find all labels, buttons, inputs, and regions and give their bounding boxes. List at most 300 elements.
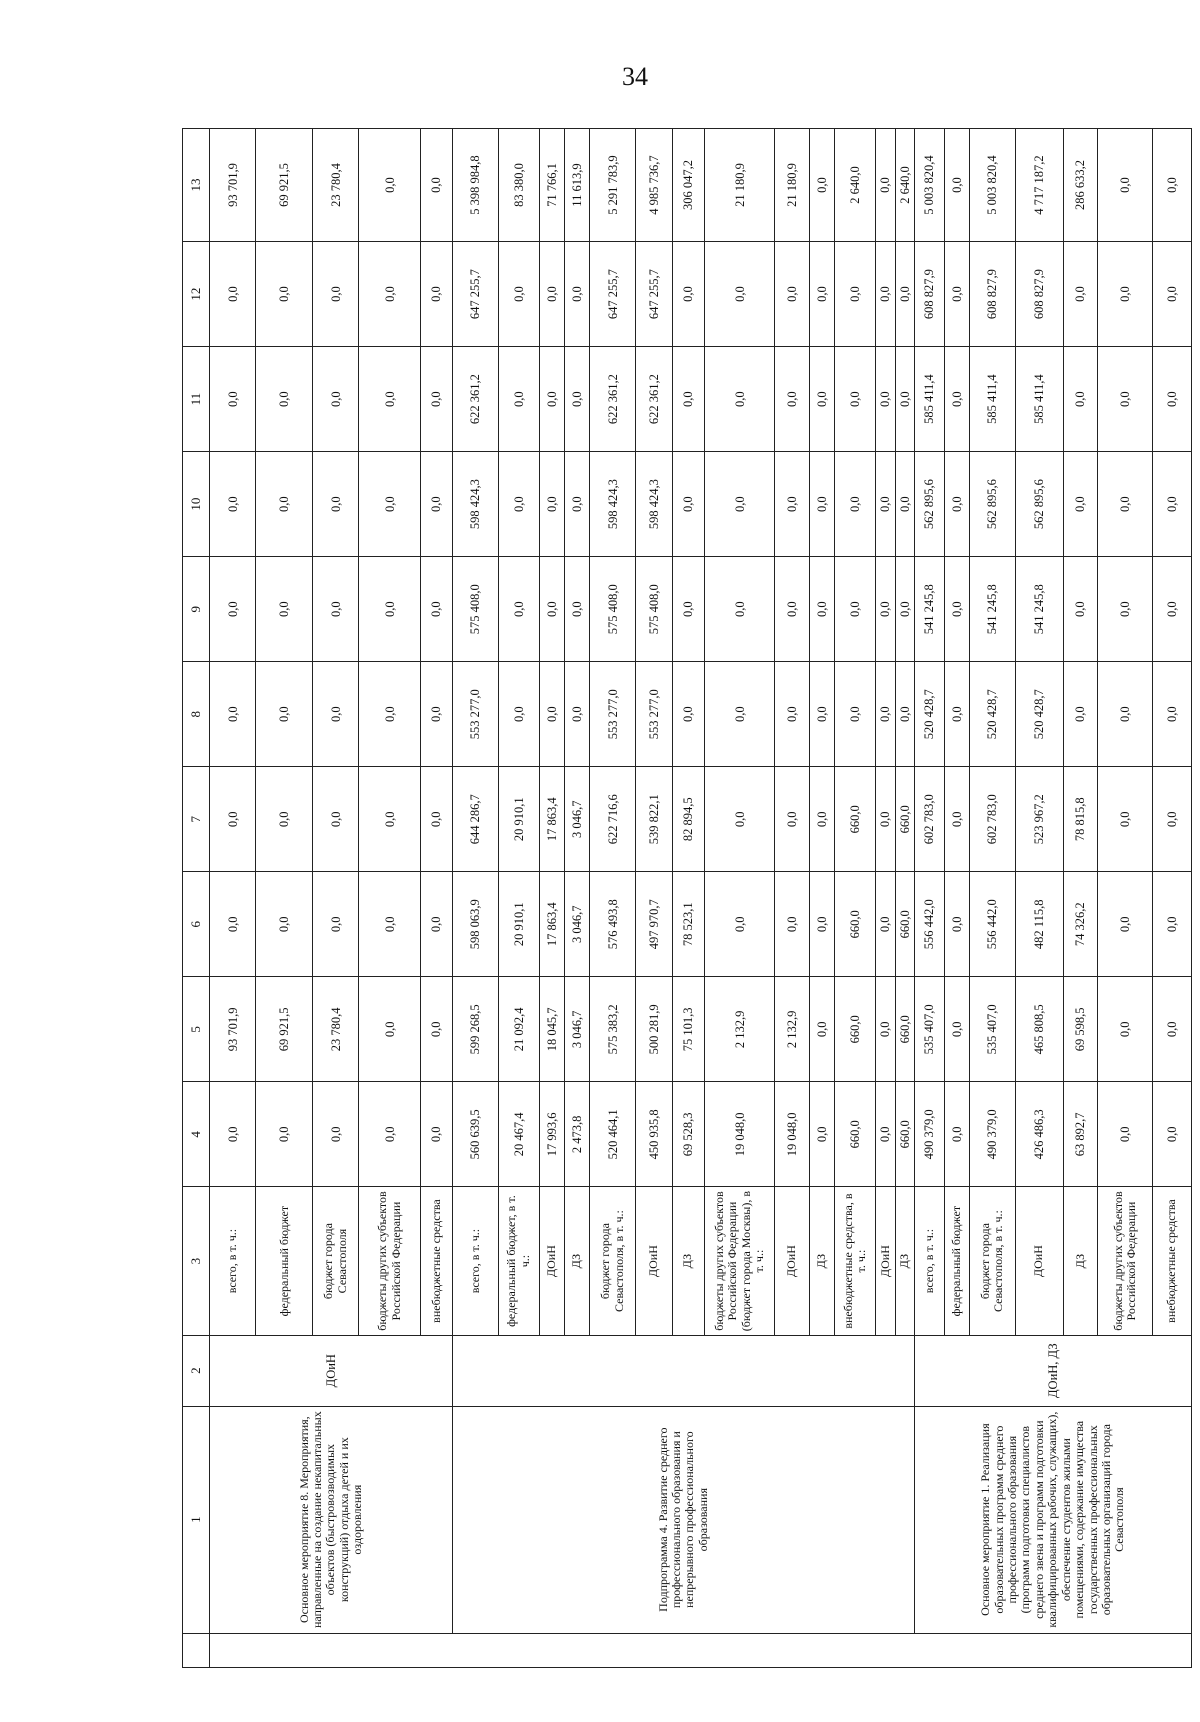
value-cell: 647 255,7 [590,242,636,347]
value-cell: 622 716,6 [590,767,636,872]
column-number: 13 [183,129,210,242]
value-cell: 0,0 [313,347,359,452]
value-cell: 585 411,4 [914,347,944,452]
value-cell: 0,0 [313,452,359,557]
value-cell: 602 783,0 [914,767,944,872]
value-cell: 520 428,7 [1015,662,1063,767]
value-cell: 0,0 [809,662,834,767]
value-cell: 21 092,4 [498,977,539,1082]
value-cell: 553 277,0 [452,662,498,767]
value-cell: 69 528,3 [672,1082,704,1187]
executor-cell: ДОиН [210,1335,452,1406]
funding-source: внебюджетные средства [1152,1187,1191,1335]
value-cell: 0,0 [498,557,539,662]
value-cell: 5 003 820,4 [969,129,1015,242]
value-cell: 0,0 [876,767,895,872]
value-cell: 465 808,5 [1015,977,1063,1082]
value-cell: 0,0 [1097,242,1152,347]
value-cell: 608 827,9 [1015,242,1063,347]
value-cell: 0,0 [313,662,359,767]
value-cell: 0,0 [672,242,704,347]
value-cell: 0,0 [944,767,969,872]
value-cell: 0,0 [775,662,809,767]
value-cell: 497 970,7 [635,872,672,977]
funding-source: ДОиН [1015,1187,1063,1335]
value-cell: 660,0 [895,977,914,1082]
value-cell: 0,0 [420,767,452,872]
value-cell: 0,0 [256,347,313,452]
value-cell: 0,0 [1063,662,1097,767]
value-cell: 562 895,6 [1015,452,1063,557]
value-cell: 622 361,2 [590,347,636,452]
value-cell: 0,0 [420,662,452,767]
value-cell: 0,0 [834,452,875,557]
value-cell: 69 598,5 [1063,977,1097,1082]
value-cell: 0,0 [565,557,590,662]
value-cell: 0,0 [944,129,969,242]
value-cell: 17 863,4 [539,872,564,977]
value-cell: 0,0 [256,242,313,347]
value-cell: 0,0 [256,662,313,767]
value-cell: 0,0 [809,557,834,662]
value-cell: 0,0 [539,557,564,662]
value-cell: 0,0 [1152,557,1191,662]
value-cell: 0,0 [704,242,775,347]
value-cell: 0,0 [876,129,895,242]
value-cell: 0,0 [210,662,256,767]
value-cell: 2 132,9 [775,977,809,1082]
value-cell: 0,0 [1152,347,1191,452]
value-cell: 2 640,0 [895,129,914,242]
rotated-table-area [182,128,1192,1668]
value-cell: 0,0 [210,347,256,452]
value-cell: 575 408,0 [452,557,498,662]
value-cell: 74 326,2 [1063,872,1097,977]
value-cell: 78 523,1 [672,872,704,977]
value-cell: 19 048,0 [704,1082,775,1187]
funding-source: ДОиН [539,1187,564,1335]
value-cell: 3 046,7 [565,872,590,977]
value-cell: 0,0 [359,872,421,977]
value-cell: 541 245,8 [969,557,1015,662]
value-cell: 23 780,4 [313,977,359,1082]
funding-source: ДОиН [775,1187,809,1335]
value-cell: 0,0 [1152,129,1191,242]
column-number: 10 [183,452,210,557]
value-cell: 93 701,9 [210,129,256,242]
value-cell: 622 361,2 [635,347,672,452]
funding-source: бюджеты других субъектов Российской Федерации [359,1187,421,1335]
value-cell: 2 640,0 [834,129,875,242]
value-cell: 3 046,7 [565,977,590,1082]
value-cell: 0,0 [895,452,914,557]
value-cell: 0,0 [775,347,809,452]
margin-cell [183,1633,210,1667]
value-cell: 539 822,1 [635,767,672,872]
value-cell: 0,0 [1152,977,1191,1082]
table-row [210,129,256,1668]
value-cell: 0,0 [1063,347,1097,452]
value-cell: 0,0 [944,872,969,977]
value-cell: 0,0 [1152,662,1191,767]
value-cell: 0,0 [359,977,421,1082]
value-cell: 0,0 [256,452,313,557]
value-cell: 0,0 [1063,557,1097,662]
value-cell: 0,0 [809,1082,834,1187]
value-cell: 490 379,0 [914,1082,944,1187]
value-cell: 0,0 [704,662,775,767]
value-cell: 82 894,5 [672,767,704,872]
value-cell: 0,0 [704,347,775,452]
funding-source: всего, в т. ч.: [210,1187,256,1335]
value-cell: 0,0 [876,347,895,452]
value-cell: 520 428,7 [914,662,944,767]
funding-source: ДЗ [1063,1187,1097,1335]
value-cell: 0,0 [1063,452,1097,557]
funding-source: бюджет города Севастополя [313,1187,359,1335]
value-cell: 0,0 [876,242,895,347]
value-cell: 0,0 [210,452,256,557]
column-number: 11 [183,347,210,452]
value-cell: 0,0 [775,767,809,872]
funding-source: федеральный бюджет [256,1187,313,1335]
value-cell: 0,0 [539,242,564,347]
value-cell: 75 101,3 [672,977,704,1082]
value-cell: 0,0 [210,872,256,977]
value-cell: 63 892,7 [1063,1082,1097,1187]
value-cell: 4 717 187,2 [1015,129,1063,242]
value-cell: 608 827,9 [969,242,1015,347]
value-cell: 576 493,8 [590,872,636,977]
value-cell: 20 910,1 [498,872,539,977]
value-cell: 575 383,2 [590,977,636,1082]
value-cell: 660,0 [834,767,875,872]
value-cell: 0,0 [672,662,704,767]
value-cell: 520 428,7 [969,662,1015,767]
value-cell: 0,0 [1097,557,1152,662]
value-cell: 11 613,9 [565,129,590,242]
value-cell: 608 827,9 [914,242,944,347]
header-row [183,129,210,1668]
executor-cell: ДОиН, ДЗ [914,1335,1191,1406]
value-cell: 0,0 [834,557,875,662]
value-cell: 0,0 [1152,872,1191,977]
value-cell: 426 486,3 [1015,1082,1063,1187]
value-cell: 0,0 [359,1082,421,1187]
value-cell: 21 180,9 [775,129,809,242]
value-cell: 535 407,0 [969,977,1015,1082]
value-cell: 660,0 [895,872,914,977]
funding-source: бюджеты других субъектов Российской Федерации (бюджет города Москвы), в т. ч.: [704,1187,775,1335]
value-cell: 0,0 [256,557,313,662]
value-cell: 2 473,8 [565,1082,590,1187]
value-cell: 0,0 [359,452,421,557]
value-cell: 660,0 [834,872,875,977]
value-cell: 598 424,3 [635,452,672,557]
column-number: 1 [183,1406,210,1633]
value-cell: 0,0 [775,242,809,347]
column-number: 4 [183,1082,210,1187]
value-cell: 0,0 [210,242,256,347]
funding-source: ДЗ [895,1187,914,1335]
value-cell: 17 863,4 [539,767,564,872]
value-cell: 660,0 [834,977,875,1082]
value-cell: 0,0 [775,452,809,557]
value-cell: 0,0 [895,557,914,662]
value-cell: 83 380,0 [498,129,539,242]
value-cell: 575 408,0 [635,557,672,662]
value-cell: 0,0 [1097,872,1152,977]
value-cell: 520 464,1 [590,1082,636,1187]
value-cell: 0,0 [1152,452,1191,557]
column-number: 7 [183,767,210,872]
value-cell: 0,0 [539,452,564,557]
value-cell: 0,0 [359,662,421,767]
value-cell: 647 255,7 [635,242,672,347]
value-cell: 0,0 [359,557,421,662]
value-cell: 0,0 [565,242,590,347]
value-cell: 0,0 [210,1082,256,1187]
value-cell: 660,0 [895,767,914,872]
value-cell: 21 180,9 [704,129,775,242]
value-cell: 660,0 [895,1082,914,1187]
value-cell: 0,0 [420,557,452,662]
value-cell: 0,0 [313,1082,359,1187]
page-number: 34 [622,62,648,91]
value-cell: 0,0 [944,977,969,1082]
value-cell: 0,0 [256,767,313,872]
funding-source: ДОиН [876,1187,895,1335]
value-cell: 0,0 [498,662,539,767]
value-cell: 93 701,9 [210,977,256,1082]
value-cell: 0,0 [895,242,914,347]
value-cell: 598 063,9 [452,872,498,977]
value-cell: 660,0 [834,1082,875,1187]
value-cell: 0,0 [256,1082,313,1187]
value-cell: 0,0 [834,347,875,452]
value-cell: 644 286,7 [452,767,498,872]
value-cell: 0,0 [1097,767,1152,872]
funding-source: федеральный бюджет, в т. ч.: [498,1187,539,1335]
value-cell: 0,0 [1097,662,1152,767]
value-cell: 575 408,0 [590,557,636,662]
value-cell: 17 993,6 [539,1082,564,1187]
value-cell: 0,0 [1063,242,1097,347]
value-cell: 0,0 [359,129,421,242]
column-number: 12 [183,242,210,347]
value-cell: 0,0 [672,347,704,452]
value-cell: 0,0 [1097,977,1152,1082]
value-cell: 490 379,0 [969,1082,1015,1187]
value-cell: 0,0 [1097,452,1152,557]
value-cell: 0,0 [1097,1082,1152,1187]
value-cell: 0,0 [895,662,914,767]
value-cell: 0,0 [359,242,421,347]
financing-table [182,128,1192,1668]
value-cell: 0,0 [704,767,775,872]
program-name: Основное мероприятие 1. Реализация образовательных программ среднего профессионального образования (программ подготовки специалистов среднего звена и программ подготовки квалифицированных рабочих, служащих), обеспечение студентов жилыми помещениями, содержание имущества государственных профессиональных образовательных организаций города Севастополя [914,1406,1191,1633]
value-cell: 541 245,8 [1015,557,1063,662]
value-cell: 0,0 [876,1082,895,1187]
value-cell: 0,0 [565,452,590,557]
value-cell: 0,0 [895,347,914,452]
value-cell: 0,0 [565,347,590,452]
value-cell: 523 967,2 [1015,767,1063,872]
value-cell: 0,0 [1152,242,1191,347]
value-cell: 0,0 [420,872,452,977]
value-cell: 0,0 [1152,1082,1191,1187]
value-cell: 0,0 [704,452,775,557]
executor-cell [452,1335,914,1406]
funding-source: бюджет города Севастополя, в т. ч.: [590,1187,636,1335]
value-cell: 0,0 [498,242,539,347]
value-cell: 3 046,7 [565,767,590,872]
value-cell: 0,0 [672,452,704,557]
value-cell: 0,0 [539,347,564,452]
value-cell: 18 045,7 [539,977,564,1082]
value-cell: 20 910,1 [498,767,539,872]
value-cell: 0,0 [420,452,452,557]
value-cell: 0,0 [313,242,359,347]
funding-source: всего, в т. ч.: [452,1187,498,1335]
value-cell: 0,0 [1152,767,1191,872]
value-cell: 0,0 [672,557,704,662]
table-row [914,129,944,1668]
value-cell: 562 895,6 [969,452,1015,557]
value-cell: 560 639,5 [452,1082,498,1187]
value-cell: 0,0 [420,977,452,1082]
value-cell: 0,0 [359,767,421,872]
funding-source: ДЗ [672,1187,704,1335]
value-cell: 0,0 [313,767,359,872]
value-cell: 0,0 [834,662,875,767]
value-cell: 598 424,3 [590,452,636,557]
value-cell: 0,0 [809,872,834,977]
value-cell: 0,0 [809,129,834,242]
value-cell: 0,0 [944,557,969,662]
value-cell: 0,0 [809,347,834,452]
value-cell: 69 921,5 [256,129,313,242]
funding-source: ДОиН [635,1187,672,1335]
funding-source: всего, в т. ч.: [914,1187,944,1335]
value-cell: 0,0 [359,347,421,452]
value-cell: 0,0 [834,242,875,347]
value-cell: 541 245,8 [914,557,944,662]
value-cell: 286 633,2 [1063,129,1097,242]
funding-source: ДЗ [565,1187,590,1335]
value-cell: 20 467,4 [498,1082,539,1187]
value-cell: 598 424,3 [452,452,498,557]
value-cell: 0,0 [775,872,809,977]
value-cell: 0,0 [809,767,834,872]
value-cell: 0,0 [876,977,895,1082]
value-cell: 0,0 [498,347,539,452]
value-cell: 622 361,2 [452,347,498,452]
column-number: 9 [183,557,210,662]
value-cell: 5 291 783,9 [590,129,636,242]
value-cell: 5 003 820,4 [914,129,944,242]
value-cell: 0,0 [539,662,564,767]
value-cell: 553 277,0 [590,662,636,767]
value-cell: 0,0 [313,872,359,977]
value-cell: 4 985 736,7 [635,129,672,242]
value-cell: 0,0 [704,557,775,662]
value-cell: 0,0 [944,242,969,347]
value-cell: 2 132,9 [704,977,775,1082]
value-cell: 0,0 [944,1082,969,1187]
value-cell: 647 255,7 [452,242,498,347]
column-number: 2 [183,1335,210,1406]
value-cell: 0,0 [775,557,809,662]
value-cell: 19 048,0 [775,1082,809,1187]
value-cell: 562 895,6 [914,452,944,557]
value-cell: 500 281,9 [635,977,672,1082]
value-cell: 0,0 [420,1082,452,1187]
value-cell: 0,0 [1097,347,1152,452]
value-cell: 553 277,0 [635,662,672,767]
value-cell: 0,0 [809,452,834,557]
funding-source: бюджеты других субъектов Российской Федерации [1097,1187,1152,1335]
value-cell: 306 047,2 [672,129,704,242]
value-cell: 602 783,0 [969,767,1015,872]
value-cell: 0,0 [256,872,313,977]
value-cell: 0,0 [1097,129,1152,242]
value-cell: 0,0 [944,662,969,767]
value-cell: 69 921,5 [256,977,313,1082]
value-cell: 0,0 [944,347,969,452]
column-number: 8 [183,662,210,767]
column-number: 3 [183,1187,210,1335]
value-cell: 482 115,8 [1015,872,1063,977]
value-cell: 0,0 [704,872,775,977]
value-cell: 0,0 [876,662,895,767]
funding-source: ДЗ [809,1187,834,1335]
value-cell: 535 407,0 [914,977,944,1082]
value-cell: 0,0 [809,242,834,347]
value-cell: 0,0 [944,452,969,557]
value-cell: 0,0 [876,557,895,662]
value-cell: 78 815,8 [1063,767,1097,872]
value-cell: 0,0 [876,452,895,557]
funding-source: федеральный бюджет [944,1187,969,1335]
funding-source: внебюджетные средства, в т. ч.: [834,1187,875,1335]
margin-cell [210,1633,1192,1667]
value-cell: 0,0 [420,242,452,347]
value-cell: 599 268,5 [452,977,498,1082]
value-cell: 585 411,4 [1015,347,1063,452]
value-cell: 0,0 [210,767,256,872]
value-cell: 0,0 [420,129,452,242]
value-cell: 5 398 984,8 [452,129,498,242]
value-cell: 585 411,4 [969,347,1015,452]
program-name: Основное мероприятие 8. Мероприятия, направленные на создание некапитальных объектов (быстровозводимых конструкций) отдыха детей и их оздоровления [210,1406,452,1633]
column-number: 5 [183,977,210,1082]
column-number: 6 [183,872,210,977]
table-row [452,129,498,1668]
value-cell: 0,0 [313,557,359,662]
value-cell: 0,0 [210,557,256,662]
value-cell: 0,0 [809,977,834,1082]
value-cell: 556 442,0 [969,872,1015,977]
program-name: Подпрограмма 4. Развитие среднего профессионального образования и непрерывного профессионального образования [452,1406,914,1633]
value-cell: 0,0 [498,452,539,557]
funding-source: бюджет города Севастополя, в т. ч.: [969,1187,1015,1335]
value-cell: 556 442,0 [914,872,944,977]
value-cell: 0,0 [876,872,895,977]
value-cell: 0,0 [420,347,452,452]
value-cell: 71 766,1 [539,129,564,242]
funding-source: внебюджетные средства [420,1187,452,1335]
